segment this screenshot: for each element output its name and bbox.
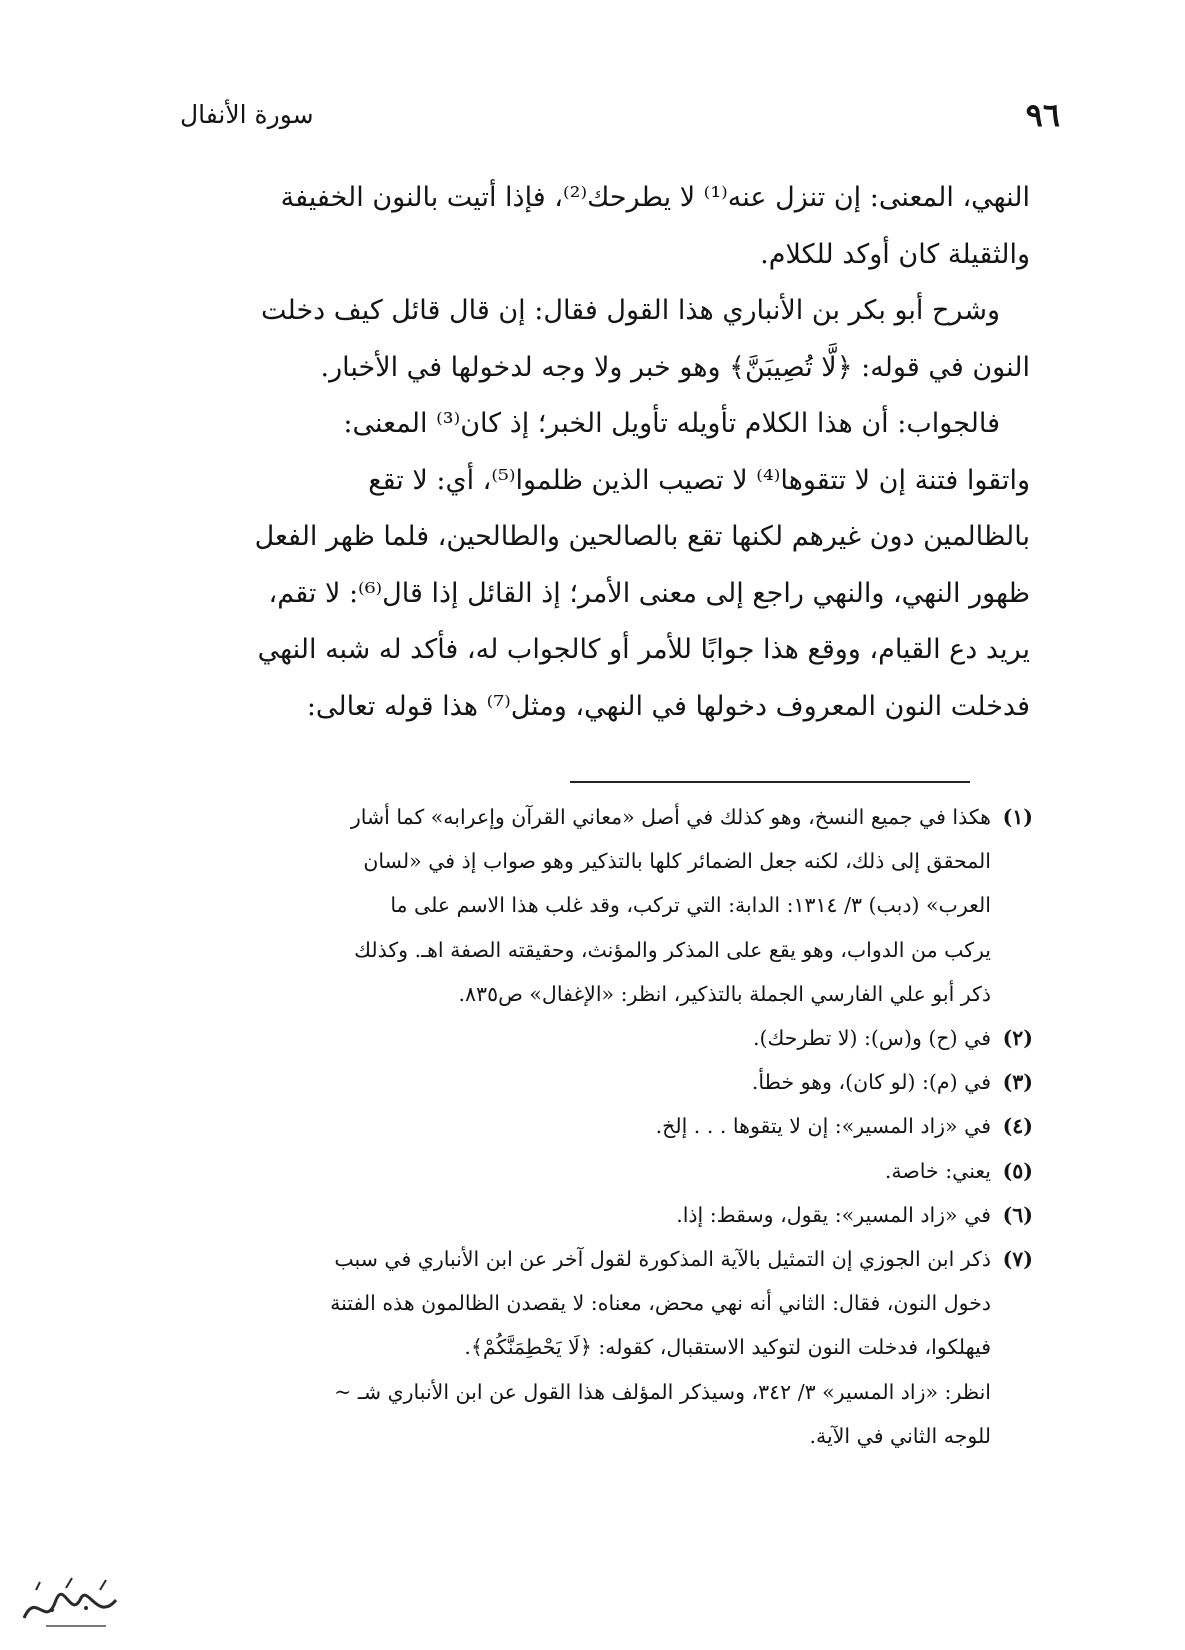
page-header [180, 96, 1060, 144]
footnote-text [148, 795, 991, 1016]
footnote-number: (٤) [1002, 1114, 1033, 1139]
text-line: النون في قوله: ﴿لَّا تُصِيبَنَّ﴾ وهو خبر ولا وجه لدخولها في الأخبار. [320, 351, 1030, 383]
paragraph-1 [150, 170, 1030, 283]
footnote-line: العرب» (دبب) ٣/ ١٣١٤: الدابة: التي تركب، وقد غلب هذا الاسم على ما [390, 893, 991, 918]
main-text [150, 170, 1030, 735]
footnote-number: (٢) [1002, 1026, 1033, 1051]
footnote-line: المحقق إلى ذلك، لكنه جعل الضمائر كلها بالتذكير وهو صواب إذ في «لسان [363, 849, 991, 874]
footnote-line: ذكر ابن الجوزي إن التمثيل بالآية المذكورة لقول آخر عن ابن الأنباري في سبب [334, 1247, 991, 1272]
text-line: ظهور النهي، والنهي راجع إلى معنى الأمر؛ إذ القائل إذا قال⁽⁶⁾: لا تقم، [268, 577, 1030, 609]
footnote-text [148, 1149, 991, 1193]
paragraph-3 [150, 396, 1030, 735]
footnote-text [148, 1237, 991, 1458]
text-line: وشرح أبو بكر بن الأنباري هذا القول فقال: إن قال قائل كيف دخلت [261, 295, 1000, 326]
footnote-number: (٦) [1002, 1202, 1033, 1227]
text-line: يريد دع القيام، ووقع هذا جوابًا للأمر أو كالجواب له، فأكد له شبه النهي [257, 634, 1030, 665]
library-stamp-logo [16, 1560, 126, 1635]
footnote-text [148, 1104, 991, 1148]
paragraph-2 [150, 283, 1030, 396]
page-number: ٩٦ [1025, 96, 1060, 134]
footnote-item [148, 1016, 1033, 1060]
text-line: واتقوا فتنة إن لا تتقوها⁽⁴⁾ لا تصيب الذين ظلموا⁽⁵⁾، أي: لا تقع [368, 464, 1030, 496]
footnote-number: (٧) [1002, 1247, 1033, 1272]
text-line: النهي، المعنى: إن تنزل عنه⁽¹⁾ لا يطرحك⁽²⁾، فإذا أتيت بالنون الخفيفة [280, 182, 1030, 213]
footnote-item [148, 1149, 1033, 1193]
footnote-line: يركب من الدواب، وهو يقع على المذكر والمؤنث، وحقيقته الصفة اهـ. وكذلك [354, 937, 991, 962]
footnote-item [148, 1237, 1033, 1458]
footnote-line: دخول النون، فقال: الثاني أنه نهي محض، معناه: لا يقصدن الظالمون هذه الفتنة [330, 1291, 991, 1316]
footnote-line: في (م): (لو كان)، وهو خطأ. [751, 1070, 991, 1095]
footnote-text [148, 1060, 991, 1104]
footnote-number: (٥) [1002, 1158, 1033, 1183]
surah-title: سورة الأنفال [180, 100, 314, 129]
footnote-text [148, 1016, 991, 1060]
footnote-line: يعني: خاصة. [884, 1158, 991, 1183]
text-line: والثقيلة كان أوكد للكلام. [760, 238, 1030, 270]
text-line: بالظالمين دون غيرهم لكنها تقع بالصالحين والطالحين، فلما ظهر الفعل [254, 521, 1030, 552]
text-line: فدخلت النون المعروف دخولها في النهي، ومثل⁽⁷⁾ هذا قوله تعالى: [306, 690, 1030, 722]
footnote-line: ذكر أبو علي الفارسي الجملة بالتذكير، انظر: «الإغفال» ص٨٣٥. [458, 981, 991, 1006]
footnote-number: (٣) [1002, 1070, 1033, 1095]
footnote-item [148, 1060, 1033, 1104]
footnote-line: انظر: «زاد المسير» ٣/ ٣٤٢، وسيذكر المؤلف هذا القول عن ابن الأنباري شـ ~ [334, 1379, 991, 1404]
footnote-divider [570, 781, 970, 783]
footnote-item [148, 795, 1033, 1016]
footnote-item [148, 1104, 1033, 1148]
footnote-item [148, 1193, 1033, 1237]
footnote-number: (١) [1002, 805, 1033, 829]
footnote-line: في «زاد المسير»: إن لا يتقوها . . . إلخ. [655, 1114, 991, 1139]
text-line: فالجواب: أن هذا الكلام تأويله تأويل الخبر؛ إذ كان⁽³⁾ المعنى: [343, 408, 1000, 439]
footnotes [148, 795, 1033, 1458]
footnote-line: هكذا في جميع النسخ، وهو كذلك في أصل «معاني القرآن وإعرابه» كما أشار [350, 805, 991, 829]
footnote-line: للوجه الثاني في الآية. [809, 1423, 991, 1448]
footnote-line: فيهلكوا، فدخلت النون لتوكيد الاستقبال، كقوله: ﴿لَا يَحْطِمَنَّكُمْ﴾. [464, 1335, 991, 1360]
footnote-text [148, 1193, 991, 1237]
footnote-line: في «زاد المسير»: يقول، وسقط: إذا. [676, 1202, 991, 1227]
footnote-line: في (ح) و(س): (لا تطرحك). [753, 1026, 991, 1051]
